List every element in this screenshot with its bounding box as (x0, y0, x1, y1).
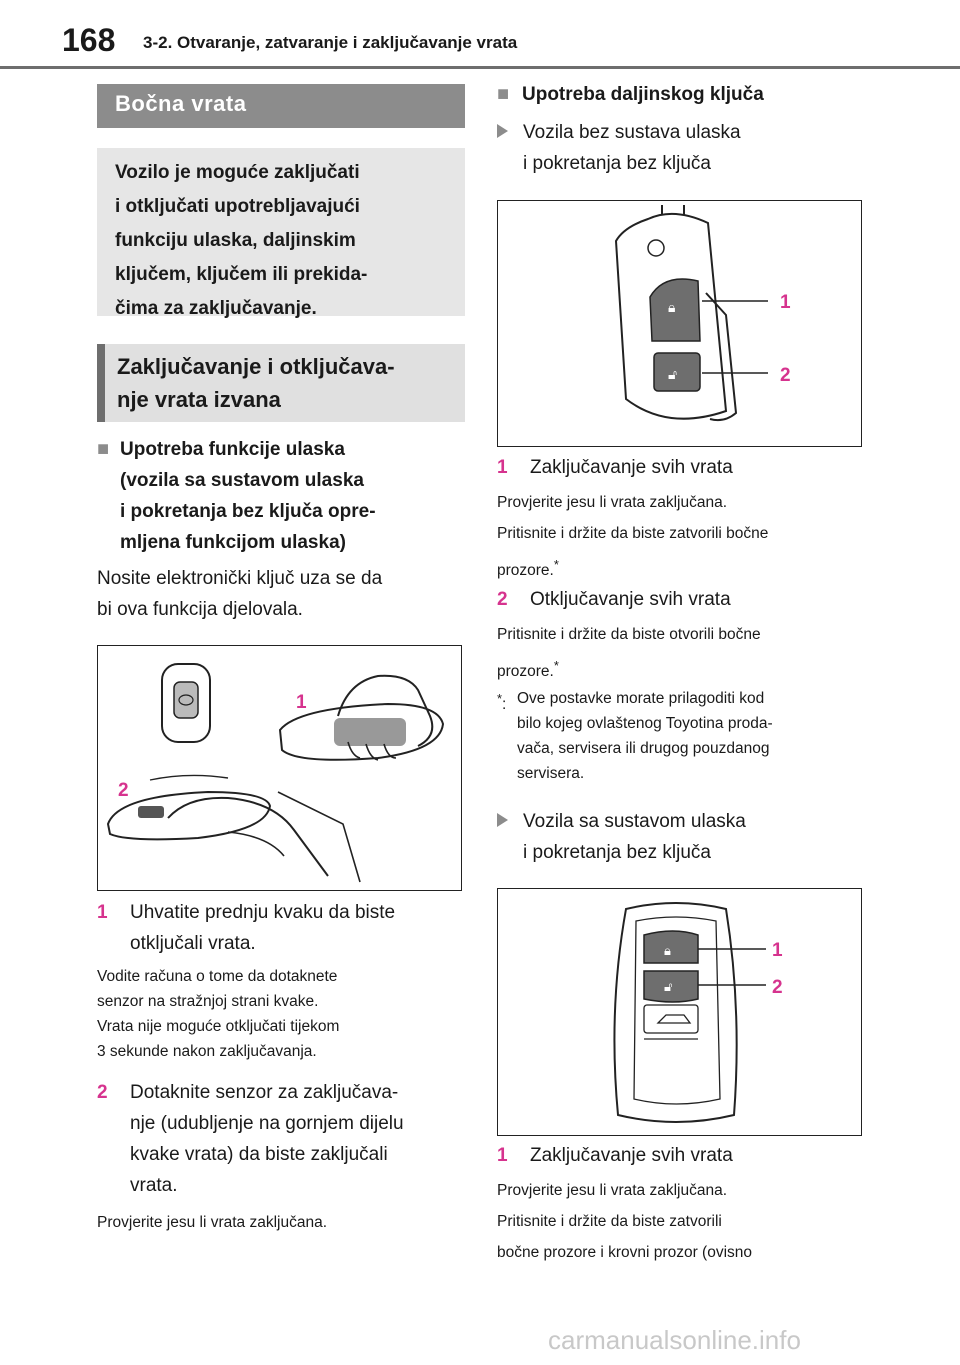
variant-line: Vozila sa sustavom ulaska (523, 811, 746, 832)
trunk-button (644, 1005, 698, 1033)
step-number: 1 (97, 902, 108, 923)
note-line: Provjerite jesu li vrata zaključana. (497, 1182, 728, 1199)
subsection-title (97, 344, 465, 422)
remote-heading-text: Upotreba daljinskog ključa (522, 84, 764, 105)
triangle-bullet-icon (497, 813, 508, 827)
smart-key-figure (497, 888, 862, 1136)
step-text: Zaključavanje svih vrata (530, 457, 733, 478)
footnote-line: bilo kojeg ovlaštenog Toyotina proda- (517, 715, 773, 732)
v1-step-1 (497, 452, 867, 483)
variant-line: i pokretanja bez ključa (523, 153, 711, 174)
subsection-title-line: nje vrata izvana (117, 387, 281, 412)
note-line: prozore.* (497, 658, 559, 681)
lock-button (644, 931, 698, 963)
door-handle-illustration (98, 646, 460, 889)
remote-key-figure (497, 200, 862, 447)
intro-box (97, 148, 465, 319)
asterisk: * (553, 658, 559, 673)
page-number: 168 (62, 22, 116, 58)
step-line: nje (udubljenje na gornjem dijelu (130, 1113, 404, 1134)
square-bullet-icon: ■ (497, 83, 510, 105)
v2-step-1-notes (497, 1175, 867, 1268)
variant-1-heading (497, 117, 867, 179)
footnote (497, 686, 867, 786)
step-number: 2 (497, 589, 508, 610)
callout-2: 2 (772, 977, 783, 998)
step-line: kvake vrata) da biste zaključali (130, 1144, 388, 1165)
note-line: Pritisnite i držite da biste zatvorili bočne (497, 525, 769, 542)
intro-line: i otključati upotrebljavajući (115, 196, 360, 217)
sensor-area (334, 718, 406, 746)
footnote-line: Ove postavke morate prilagoditi kod (517, 690, 765, 707)
lower-handle (108, 792, 270, 839)
entry-heading (97, 434, 465, 558)
note-line: prozore.* (497, 557, 559, 580)
callout-2: 2 (118, 780, 129, 801)
callout-1: 1 (296, 692, 307, 713)
unlock-icon: 🔓︎ (668, 367, 678, 383)
door-handle-figure (97, 645, 462, 891)
footnote-line: servisera. (517, 765, 585, 782)
step-2-note: Provjerite jesu li vrata zaključana. (97, 1214, 328, 1231)
note-line: senzor na stražnjoj strani kvake. (97, 993, 319, 1010)
v1-step-2 (497, 584, 867, 615)
unlock-icon: 🔓︎ (664, 980, 673, 995)
step-number: 1 (497, 1145, 508, 1166)
step-line: Dotaknite senzor za zaključava- (130, 1082, 399, 1103)
footnote-line: vača, servisera ili drugog pouzdanog (517, 740, 770, 757)
lock-icon: 🔒︎ (664, 944, 671, 959)
subsection-title-line: Zaključavanje i otključava- (117, 354, 395, 379)
note-line: Provjerite jesu li vrata zaključana. (497, 494, 728, 511)
v1-step-2-notes (497, 619, 867, 687)
step-line: Uhvatite prednju kvaku da biste (130, 902, 396, 923)
intro-line: Vozilo je moguće zaključati (115, 162, 360, 183)
step-number: 2 (97, 1082, 108, 1103)
step-line: otključali vrata. (130, 933, 256, 954)
v1-step-1-notes (497, 487, 867, 586)
note-line: 3 sekunde nakon zaključavanja. (97, 1043, 317, 1060)
triangle-bullet-icon (497, 124, 508, 138)
lock-icon: 🔒︎ (668, 300, 676, 316)
section-title: Bočna vrata (97, 84, 465, 128)
entry-heading-line: (vozila sa sustavom ulaska (120, 470, 364, 491)
body-line: bi ova funkcija djelovala. (97, 599, 303, 620)
running-header: 3-2. Otvaranje, zatvaranje i zaključavanje vrata (143, 33, 518, 52)
smart-key-illustration (498, 889, 860, 1134)
body-line: Nosite elektronički ključ uza se da (97, 568, 383, 589)
step-text: Otključavanje svih vrata (530, 589, 731, 610)
step-2 (97, 1077, 465, 1201)
square-bullet-icon: ■ (97, 438, 110, 460)
entry-heading-line: i pokretanja bez ključa opre- (120, 501, 376, 522)
note-line: Pritisnite i držite da biste zatvorili (497, 1213, 722, 1230)
asterisk: * (553, 557, 559, 572)
smart-key-button (174, 682, 198, 718)
variant-line: Vozila bez sustava ulaska (523, 122, 741, 143)
step-line: vrata. (130, 1175, 178, 1196)
step-number: 1 (497, 457, 508, 478)
footnote-marker: *: (497, 691, 507, 714)
intro-line: čima za zaključavanje. (115, 298, 317, 319)
remote-key-illustration (498, 201, 860, 445)
intro-line: funkciju ulaska, daljinskim (115, 230, 356, 251)
note-line: Vodite računa o tome da dotaknete (97, 968, 338, 985)
header-rule (0, 66, 960, 69)
note-line: Vrata nije moguće otključati tijekom (97, 1018, 340, 1035)
intro-line: ključem, ključem ili prekida- (115, 264, 368, 285)
step-1-note (97, 964, 465, 1064)
callout-1: 1 (780, 292, 791, 313)
lower-sensor (138, 806, 164, 818)
entry-heading-line: mljena funkcijom ulaska) (120, 532, 346, 553)
variant-2-heading (497, 806, 867, 868)
entry-heading-line: Upotreba funkcije ulaska (120, 439, 345, 460)
entry-body (97, 563, 465, 625)
step-1 (97, 897, 465, 959)
remote-heading (497, 79, 867, 110)
note-line: bočne prozore i krovni prozor (ovisno (497, 1244, 753, 1261)
variant-line: i pokretanja bez ključa (523, 842, 711, 863)
note-line: Pritisnite i držite da biste otvorili bočne (497, 626, 761, 643)
step-text: Zaključavanje svih vrata (530, 1145, 733, 1166)
watermark: carmanualsonline.info (548, 1325, 801, 1355)
callout-1: 1 (772, 940, 783, 961)
callout-2: 2 (780, 365, 791, 386)
v2-step-1 (497, 1140, 867, 1171)
